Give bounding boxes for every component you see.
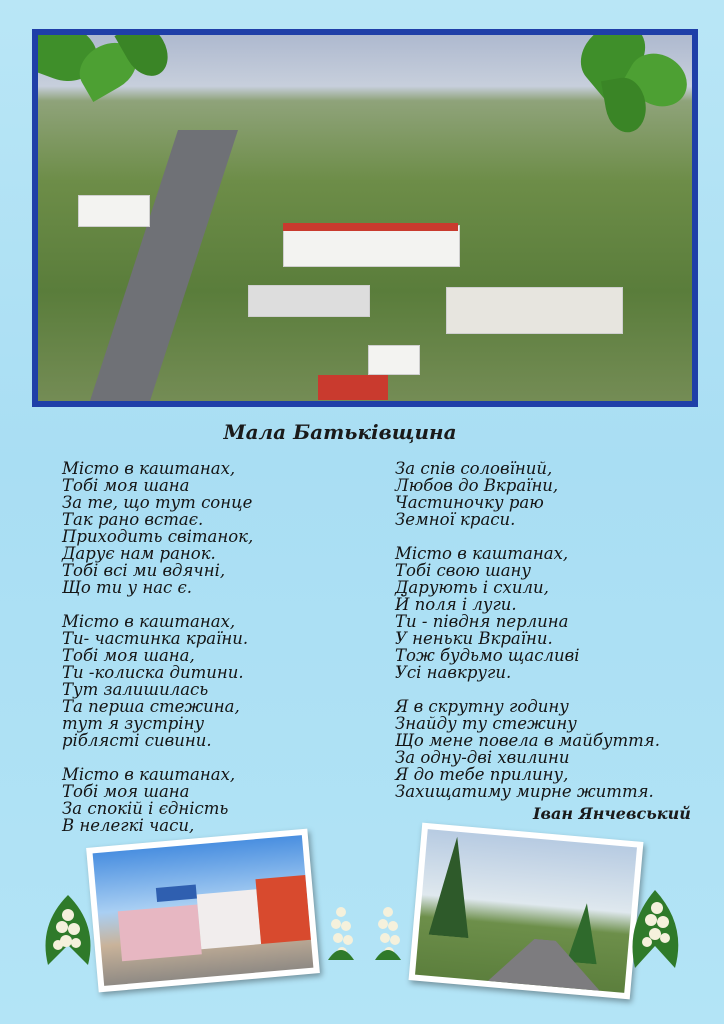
chestnut-blossom-icon (318, 900, 364, 970)
chestnut-blossom-icon (615, 880, 697, 985)
shop-building-photo (93, 835, 314, 986)
red-roof (318, 375, 388, 400)
shop-sign (156, 885, 197, 902)
fir-tree (429, 835, 478, 938)
author-name: Іван Янчевський (533, 804, 691, 823)
road (474, 934, 619, 993)
chestnut-blossom-icon (365, 900, 411, 970)
building (446, 287, 623, 334)
postcard-left (86, 829, 320, 993)
fir-tree (567, 902, 602, 964)
building (78, 195, 150, 227)
poem-column-left (62, 460, 362, 851)
chestnut-blossom-icon (28, 885, 108, 985)
building (248, 285, 370, 317)
building (197, 889, 262, 949)
aerial-town-photo (38, 35, 692, 401)
aerial-photo-frame (32, 29, 698, 407)
main-road (84, 130, 238, 401)
poem-title: Мала Батьківщина (223, 420, 457, 444)
stanza: За спів соловїний, Любов до Вкраїни, Частиночку раю Земної краси. (395, 459, 559, 529)
street-with-firs-photo (415, 829, 637, 993)
building (118, 904, 202, 961)
postcard-right (409, 823, 644, 1000)
white-building (283, 225, 460, 267)
building (368, 345, 420, 375)
stanza: Я в скрутну годину Знайду ту стежину Що мене повела в майбуття. За одну-дві хвилини Я до тебе прилину, Захищатиму мирне життя. (395, 697, 660, 801)
stanza: Місто в каштанах, Тобі свою шану Дарують і схили, Й поля і луги. Ти - півдня перлина У неньки Вкраїни. Тож будьмо щасливі Усі навкруги. (395, 544, 580, 682)
building (255, 875, 310, 944)
poem-column-right (395, 460, 715, 817)
stanza: Місто в каштанах, Тобі моя шана За спокій і єдність В нелегкі часи, (62, 765, 236, 835)
stanza: Місто в каштанах, Тобі моя шана За те, що тут сонце Так рано встає. Приходить світанок, Дарує нам ранок. Тобі всі ми вдячні, Що ти у нас є. (62, 459, 254, 597)
red-roof (283, 223, 458, 231)
stanza: Місто в каштанах, Ти- частинка країни. Тобі моя шана, Ти -колиска дитини. Тут залишилась Та перша стежина, тут я зустріну ріблясті сивини. (62, 612, 249, 750)
